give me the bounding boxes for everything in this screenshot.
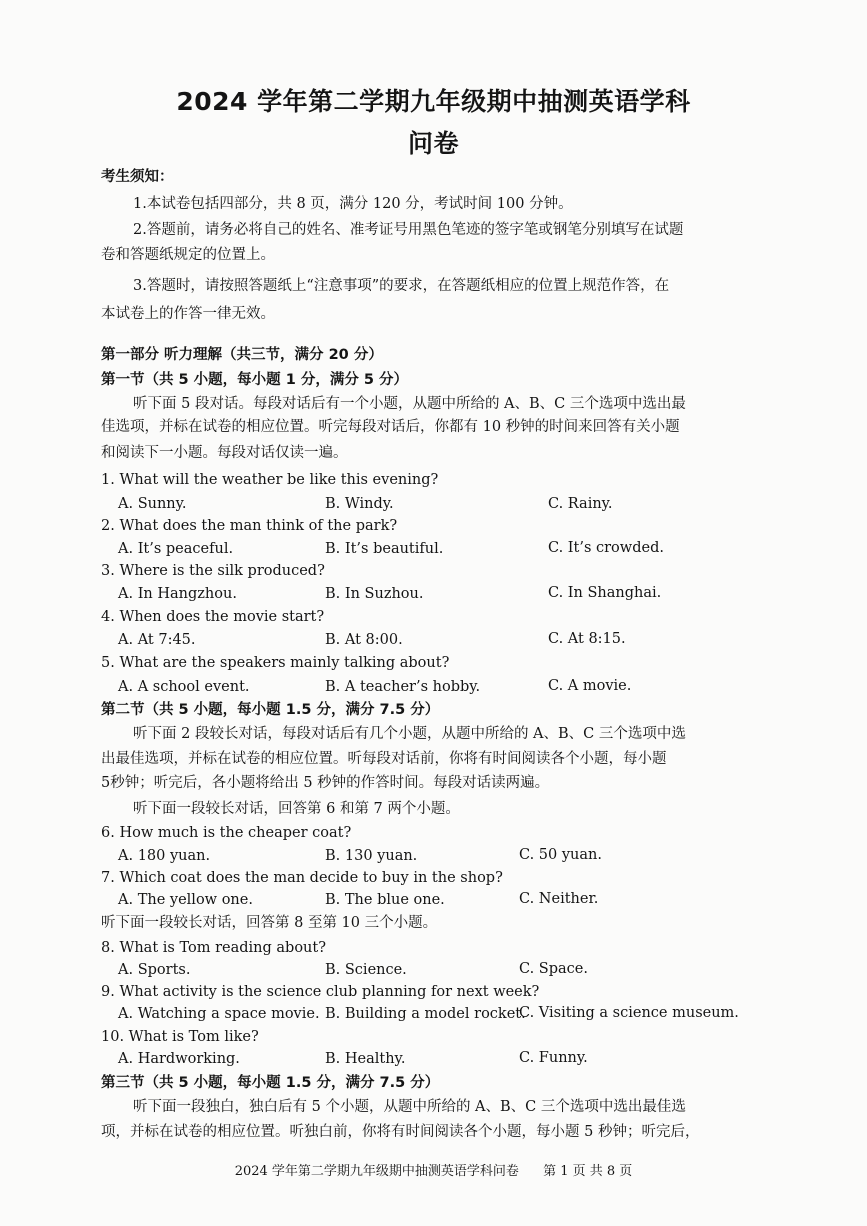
q9-option-a: A. Watching a space movie. (118, 1006, 320, 1022)
q5-option-c: C. A movie. (548, 678, 632, 694)
q5-option-b: B. A teacher’s hobby. (325, 679, 481, 695)
section3-instructions-2: 项，并标在试卷的相应位置。听独白前，你将有时间阅读各个小题，每小题 5 秒钟；听完后， (101, 1124, 700, 1140)
section1-instructions-2: 佳选项，并标在试卷的相应位置。听完每段对话后，你都有 10 秒钟的时间来回答有关小题 (101, 419, 680, 435)
q10-option-a: A. Hardworking. (118, 1051, 240, 1067)
q6-option-c: C. 50 yuan. (519, 847, 602, 863)
question-8: 8. What is Tom reading about? (101, 940, 326, 956)
q10-option-c: C. Funny. (519, 1050, 588, 1066)
q1-option-a: A. Sunny. (118, 496, 187, 512)
question-5: 5. What are the speakers mainly talking about? (101, 655, 450, 671)
question-3: 3. Where is the silk produced? (101, 563, 325, 579)
q3-option-b: B. In Suzhou. (325, 586, 424, 602)
q5-option-a: A. A school event. (118, 679, 250, 695)
section2-subinstruction-1: 听下面一段较长对话，回答第 6 和第 7 两个小题。 (133, 801, 460, 817)
q6-option-a: A. 180 yuan. (118, 848, 211, 864)
notice-heading: 考生须知： (101, 169, 174, 185)
notice-item-2b: 卷和答题纸规定的位置上。 (101, 247, 275, 263)
page-footer (0, 1160, 867, 1179)
q2-option-c: C. It’s crowded. (548, 540, 664, 556)
question-7: 7. Which coat does the man decide to buy in the shop? (101, 870, 503, 886)
part1-heading: 第一部分 听力理解（共三节，满分 20 分） (101, 347, 383, 363)
q9-option-c: C. Visiting a science museum. (519, 1005, 739, 1021)
q7-option-b: B. The blue one. (325, 892, 445, 908)
q1-option-b: B. Windy. (325, 496, 394, 512)
q4-option-c: C. At 8:15. (548, 631, 626, 647)
q6-option-b: B. 130 yuan. (325, 848, 418, 864)
q8-option-a: A. Sports. (118, 962, 191, 978)
q3-option-a: A. In Hangzhou. (118, 586, 237, 602)
section2-subinstruction-2: 听下面一段较长对话，回答第 8 至第 10 三个小题。 (101, 915, 438, 931)
question-10: 10. What is Tom like? (101, 1029, 259, 1045)
footer-page-number: 第 1 页 共 8 页 (543, 1164, 633, 1179)
section1-instructions: 听下面 5 段对话。每段对话后有一个小题，从题中所给的 A、B、C 三个选项中选出最 (133, 396, 686, 412)
footer-title: 2024 学年第二学期九年级期中抽测英语学科问卷 (234, 1164, 519, 1179)
question-2: 2. What does the man think of the park? (101, 518, 398, 534)
q3-option-c: C. In Shanghai. (548, 585, 662, 601)
q7-option-c: C. Neither. (519, 891, 599, 907)
section2-heading: 第二节（共 5 小题，每小题 1.5 分，满分 7.5 分） (101, 702, 440, 718)
q4-option-a: A. At 7:45. (118, 632, 196, 648)
q2-option-a: A. It’s peaceful. (118, 541, 234, 557)
q7-option-a: A. The yellow one. (118, 892, 253, 908)
exam-subtitle: 问卷 (407, 129, 459, 158)
section2-instructions: 听下面 2 段较长对话，每段对话后有几个小题，从题中所给的 A、B、C 三个选项中选 (133, 726, 686, 742)
question-4: 4. When does the movie start? (101, 609, 325, 625)
section3-heading: 第三节（共 5 小题，每小题 1.5 分，满分 7.5 分） (101, 1075, 440, 1091)
section2-instructions-3: 5秒钟；听完后，各小题将给出 5 秒钟的作答时间。每段对话读两遍。 (101, 775, 550, 791)
question-9: 9. What activity is the science club planning for next week? (101, 984, 540, 1000)
exam-title: 2024 学年第二学期九年级期中抽测英语学科 (176, 87, 691, 116)
question-1: 1. What will the weather be like this evening? (101, 472, 439, 488)
notice-item-3a: 3.答题时，请按照答题纸上“注意事项”的要求，在答题纸相应的位置上规范作答，在 (133, 278, 670, 294)
section3-instructions: 听下面一段独白，独白后有 5 个小题，从题中所给的 A、B、C 三个选项中选出最佳选 (133, 1099, 686, 1115)
q1-option-c: C. Rainy. (548, 496, 613, 512)
notice-item-1: 1.本试卷包括四部分，共 8 页，满分 120 分，考试时间 100 分钟。 (133, 196, 573, 212)
q2-option-b: B. It’s beautiful. (325, 541, 444, 557)
q8-option-c: C. Space. (519, 961, 588, 977)
notice-item-3b: 本试卷上的作答一律无效。 (101, 306, 275, 322)
notice-item-2a: 2.答题前，请务必将自己的姓名、准考证号用黑色笔迹的签字笔或钢笔分别填写在试题 (133, 222, 684, 238)
question-6: 6. How much is the cheaper coat? (101, 825, 352, 841)
section2-instructions-2: 出最佳选项，并标在试卷的相应位置。听每段对话前，你将有时间阅读各个小题，每小题 (101, 751, 667, 767)
q4-option-b: B. At 8:00. (325, 632, 403, 648)
q8-option-b: B. Science. (325, 962, 407, 978)
section1-heading: 第一节（共 5 小题，每小题 1 分，满分 5 分） (101, 372, 409, 388)
q10-option-b: B. Healthy. (325, 1051, 406, 1067)
q9-option-b: B. Building a model rocket. (325, 1006, 526, 1022)
section1-instructions-3: 和阅读下一小题。每段对话仅读一遍。 (101, 445, 348, 461)
